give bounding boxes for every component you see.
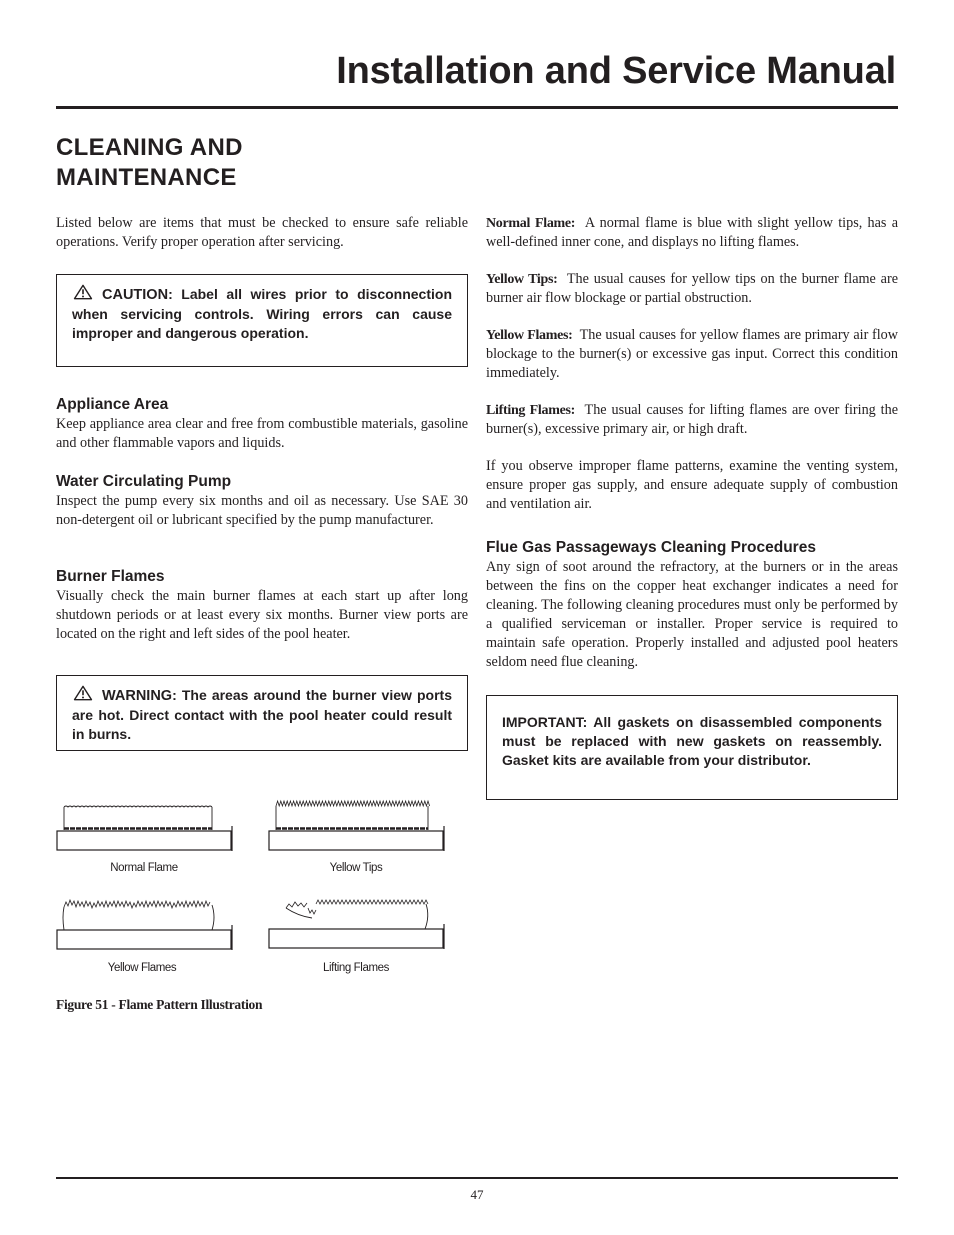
page-number: 47 — [470, 1187, 484, 1202]
pump-section — [56, 472, 468, 530]
figure-label-yellow-tips: Yellow Tips — [329, 862, 383, 874]
section-title: CLEANING AND MAINTENANCE — [56, 134, 243, 191]
burner-flames-text: Visually check the main burner flames at each start up after long shutdown periods or at least every six months. Burner view ports are located on the right and left sides of the pool heater. — [56, 588, 468, 642]
pump-heading: Water Circulating Pump — [56, 473, 232, 490]
warning-triangle-icon — [72, 685, 94, 701]
footer-rule — [56, 1177, 898, 1179]
caution-label: CAUTION — [102, 287, 169, 303]
yellow-flames-paragraph — [486, 326, 898, 383]
normal-flame-text: A normal flame is blue with slight yellow tips, has a well-defined inner cone, and displays no lifting flames. — [486, 215, 898, 250]
lifting-flames-lead: Lifting Flames: — [486, 403, 575, 418]
caution-text: : Label all wires prior to disconnection when servicing controls. Wiring errors can cause improper and dangerous operation. — [72, 286, 452, 341]
burner-flames-heading: Burner Flames — [56, 568, 165, 585]
normal-flame-lead: Normal Flame: — [486, 216, 576, 231]
figure-label-lifting-flames: Lifting Flames — [323, 962, 389, 974]
header-rule — [56, 106, 898, 109]
caution-box — [56, 274, 468, 367]
figure-label-normal-flame: Normal Flame — [110, 862, 178, 874]
pump-text: Inspect the pump every six months and oil as necessary. Use SAE 30 non-detergent oil or lubricant specified by the pump manufacturer. — [56, 493, 468, 528]
figure-label-yellow-flames: Yellow Flames — [107, 962, 177, 974]
flue-gas-section — [486, 538, 898, 672]
lifting-flames-illustration — [268, 896, 448, 952]
yellow-tips-paragraph — [486, 270, 898, 308]
normal-flame-paragraph — [486, 214, 898, 252]
yellow-flames-illustration — [56, 897, 236, 952]
warning-triangle-icon — [72, 284, 94, 300]
warning-label: WARNING — [102, 688, 173, 704]
yellow-tips-text: The usual causes for yellow tips on the burner flame are burner air flow blockage or partial obstruction. — [486, 271, 898, 306]
warning-text: : The areas around the burner view ports are hot. Direct contact with the pool heater could result in burns. — [72, 687, 452, 742]
appliance-area-section — [56, 395, 468, 453]
appliance-area-heading: Appliance Area — [56, 396, 169, 413]
lifting-flames-text: The usual causes for lifting flames are over firing the burner(s), excessive primary air, or high draft. — [486, 402, 898, 437]
normal-flame-illustration — [56, 800, 236, 852]
yellow-flames-text: The usual causes for yellow flames are primary air flow blockage to the burner(s) or excessive gas input. Correct this condition immediately. — [486, 327, 898, 381]
lifting-flames-paragraph — [486, 401, 898, 439]
flue-gas-text: Any sign of soot around the refractory, at the burners or in the areas between the fins on the copper heat exchanger indicates a need for cleaning. The following cleaning procedures must only be performed by a qualified serviceman or installer. Proper service is required to maintain safe operation. Properly installed and adjusted pool heaters seldom need flue cleaning. — [486, 559, 898, 670]
appliance-area-text: Keep appliance area clear and free from combustible materials, gasoline and other flammable vapors and liquids. — [56, 416, 468, 451]
figure-caption: Figure 51 - Flame Pattern Illustration — [56, 997, 263, 1012]
yellow-tips-lead: Yellow Tips: — [486, 272, 558, 287]
page-header-title: Installation and Service Manual — [336, 50, 896, 92]
intro-paragraph: Listed below are items that must be checked to ensure safe reliable operations. Verify proper operation after servicing. — [56, 215, 468, 250]
yellow-flames-lead: Yellow Flames: — [486, 328, 573, 343]
flue-gas-heading: Flue Gas Passageways Cleaning Procedures — [486, 539, 816, 556]
burner-flames-section — [56, 567, 468, 644]
yellow-tips-illustration — [268, 798, 448, 852]
warning-box — [56, 675, 468, 751]
observe-paragraph: If you observe improper flame patterns, examine the venting system, ensure proper gas supply, and ensure adequate supply of combustion and ventilation air. — [486, 458, 898, 512]
important-box: IMPORTANT: All gaskets on disassembled components must be replaced with new gaskets on reassembly. Gasket kits are available from your distributor. — [486, 695, 898, 800]
